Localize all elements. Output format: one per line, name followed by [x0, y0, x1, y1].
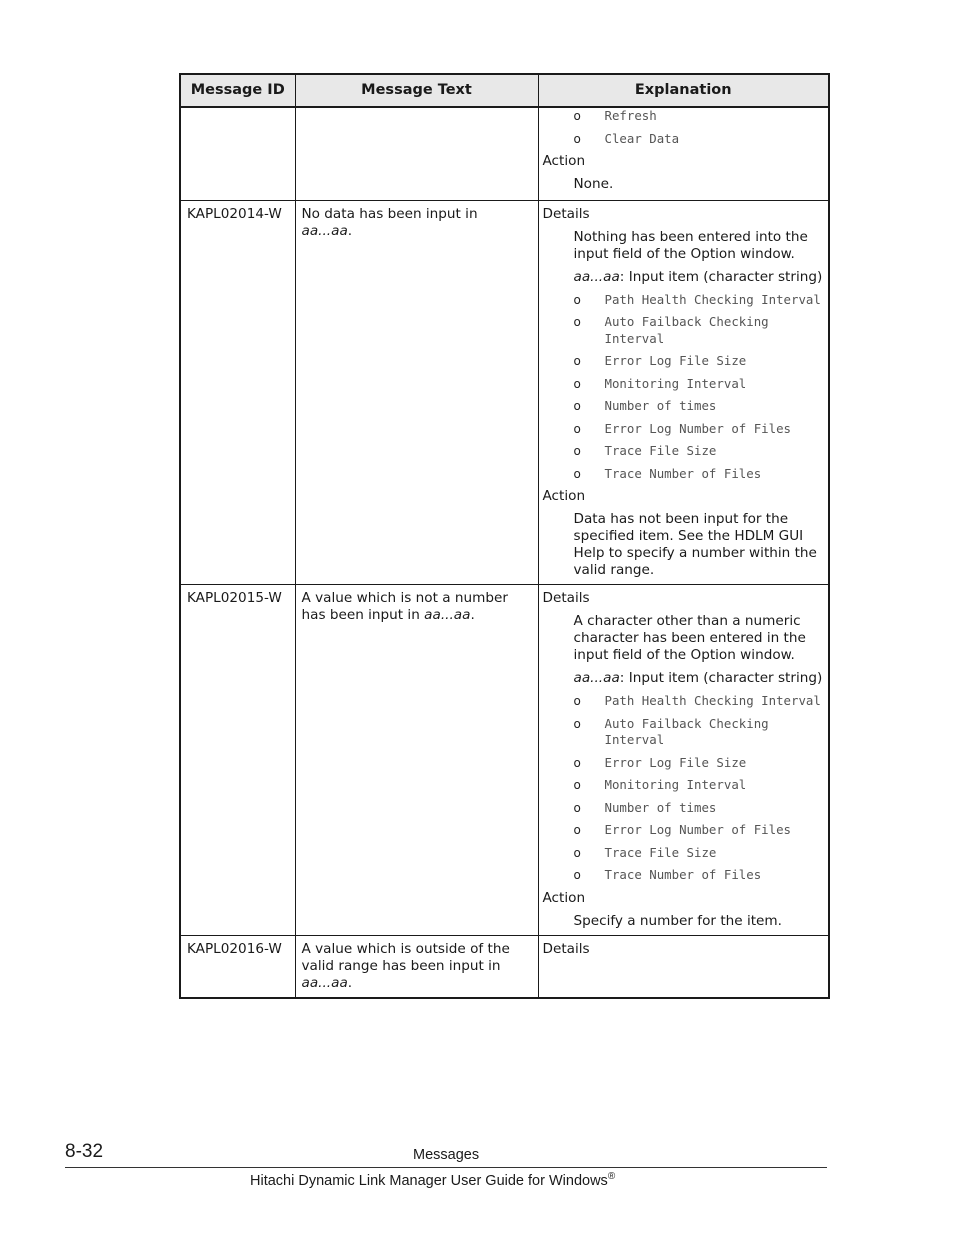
table-row-continued [180, 107, 829, 200]
bullet-icon: o [573, 800, 581, 815]
details-label: Details [542, 590, 590, 606]
list-item: o Refresh [573, 108, 657, 123]
list-item: o Trace File Size [573, 443, 717, 458]
bullet-icon: o [573, 421, 581, 436]
bullet-icon: o [573, 466, 581, 481]
list-item: o Trace Number of Files [573, 867, 762, 882]
option-list [574, 693, 825, 884]
message-id-cell: KAPL02014-W [180, 200, 295, 585]
list-item: o Path Health Checking Interval [573, 693, 821, 708]
list-item: o Monitoring Interval [573, 777, 747, 792]
list-item: o Error Log File Size [573, 754, 747, 770]
footer-divider [65, 1167, 827, 1168]
table-row [180, 200, 829, 585]
bullet-icon: o [573, 823, 581, 837]
list-item: o Error Log File Size [573, 353, 747, 368]
table-header-row [180, 74, 829, 107]
list-item: o Number of times [573, 398, 717, 413]
list-item: o Auto Failback Checking Interval [573, 314, 769, 346]
bullet-icon: o [573, 292, 581, 307]
list-item: o Auto Failback Checking Interval [573, 715, 769, 747]
bullet-icon: o [573, 716, 581, 731]
trademark-symbol: ® [607, 1171, 616, 1182]
variable-description: aa...aa: Input item (character string) [573, 670, 823, 686]
header-message-id: Message ID [180, 74, 295, 107]
message-id-cell: KAPL02016-W [180, 935, 295, 998]
bullet-icon: o [573, 444, 581, 458]
bullet-icon: o [573, 354, 581, 368]
message-text-cell [295, 107, 538, 200]
chapter-title: Messages [413, 1147, 480, 1163]
header-explanation: Explanation [538, 74, 829, 107]
bullet-icon: o [573, 868, 581, 882]
variable-description: aa...aa: Input item (character string) [573, 268, 823, 285]
book-title: Hitachi Dynamic Link Manager User Guide for Windows® [250, 1171, 616, 1189]
message-id-cell [180, 107, 295, 200]
message-table [179, 73, 830, 999]
explanation-cell [538, 935, 829, 998]
option-list [574, 108, 825, 147]
bullet-icon: o [573, 376, 581, 391]
details-label: Details [542, 940, 590, 957]
message-id-cell: KAPL02015-W [180, 585, 295, 936]
details-label: Details [542, 205, 590, 222]
list-item: o Trace File Size [573, 844, 717, 860]
list-item: o Path Health Checking Interval [573, 291, 821, 307]
list-item: o Number of times [573, 799, 717, 815]
list-item: o Trace Number of Files [573, 465, 762, 481]
message-text-cell: No data has been input in aa...aa. [295, 200, 538, 585]
list-item: o Clear Data [573, 130, 680, 146]
table-row [180, 585, 829, 936]
action-label: Action [542, 488, 586, 504]
action-label: Action [542, 153, 586, 169]
bullet-icon: o [573, 755, 581, 770]
message-text-cell: A value which is outside of the valid range has been input in aa...aa. [295, 935, 538, 998]
page-number: 8-32 [65, 1141, 104, 1162]
bullet-icon: o [573, 399, 581, 413]
message-text-cell: A value which is not a number has been input in aa...aa. [295, 585, 538, 936]
explanation-cell [538, 585, 829, 936]
details-text: A character other than a numeric character has been entered in the input field of the Option window. [573, 613, 806, 663]
explanation-cell [538, 107, 829, 200]
list-item: o Error Log Number of Files [573, 420, 791, 436]
option-list [574, 292, 825, 483]
action-text: Specify a number for the item. [573, 912, 782, 929]
bullet-icon: o [573, 315, 581, 329]
action-text: None. [573, 176, 614, 192]
table-row [180, 935, 829, 998]
header-message-text: Message Text [295, 74, 538, 107]
list-item: o Monitoring Interval [573, 375, 747, 391]
list-item: o Error Log Number of Files [573, 822, 791, 837]
details-text: Nothing has been entered into the input field of the Option window. [573, 228, 808, 262]
bullet-icon: o [573, 109, 581, 123]
bullet-icon: o [573, 131, 581, 146]
bullet-icon: o [573, 845, 581, 860]
bullet-icon: o [573, 778, 581, 792]
action-label: Action [542, 889, 586, 906]
action-text: Data has not been input for the specified item. See the HDLM GUI Help to specify a number within the valid range. [573, 511, 817, 578]
explanation-cell [538, 200, 829, 585]
bullet-icon: o [573, 694, 581, 708]
